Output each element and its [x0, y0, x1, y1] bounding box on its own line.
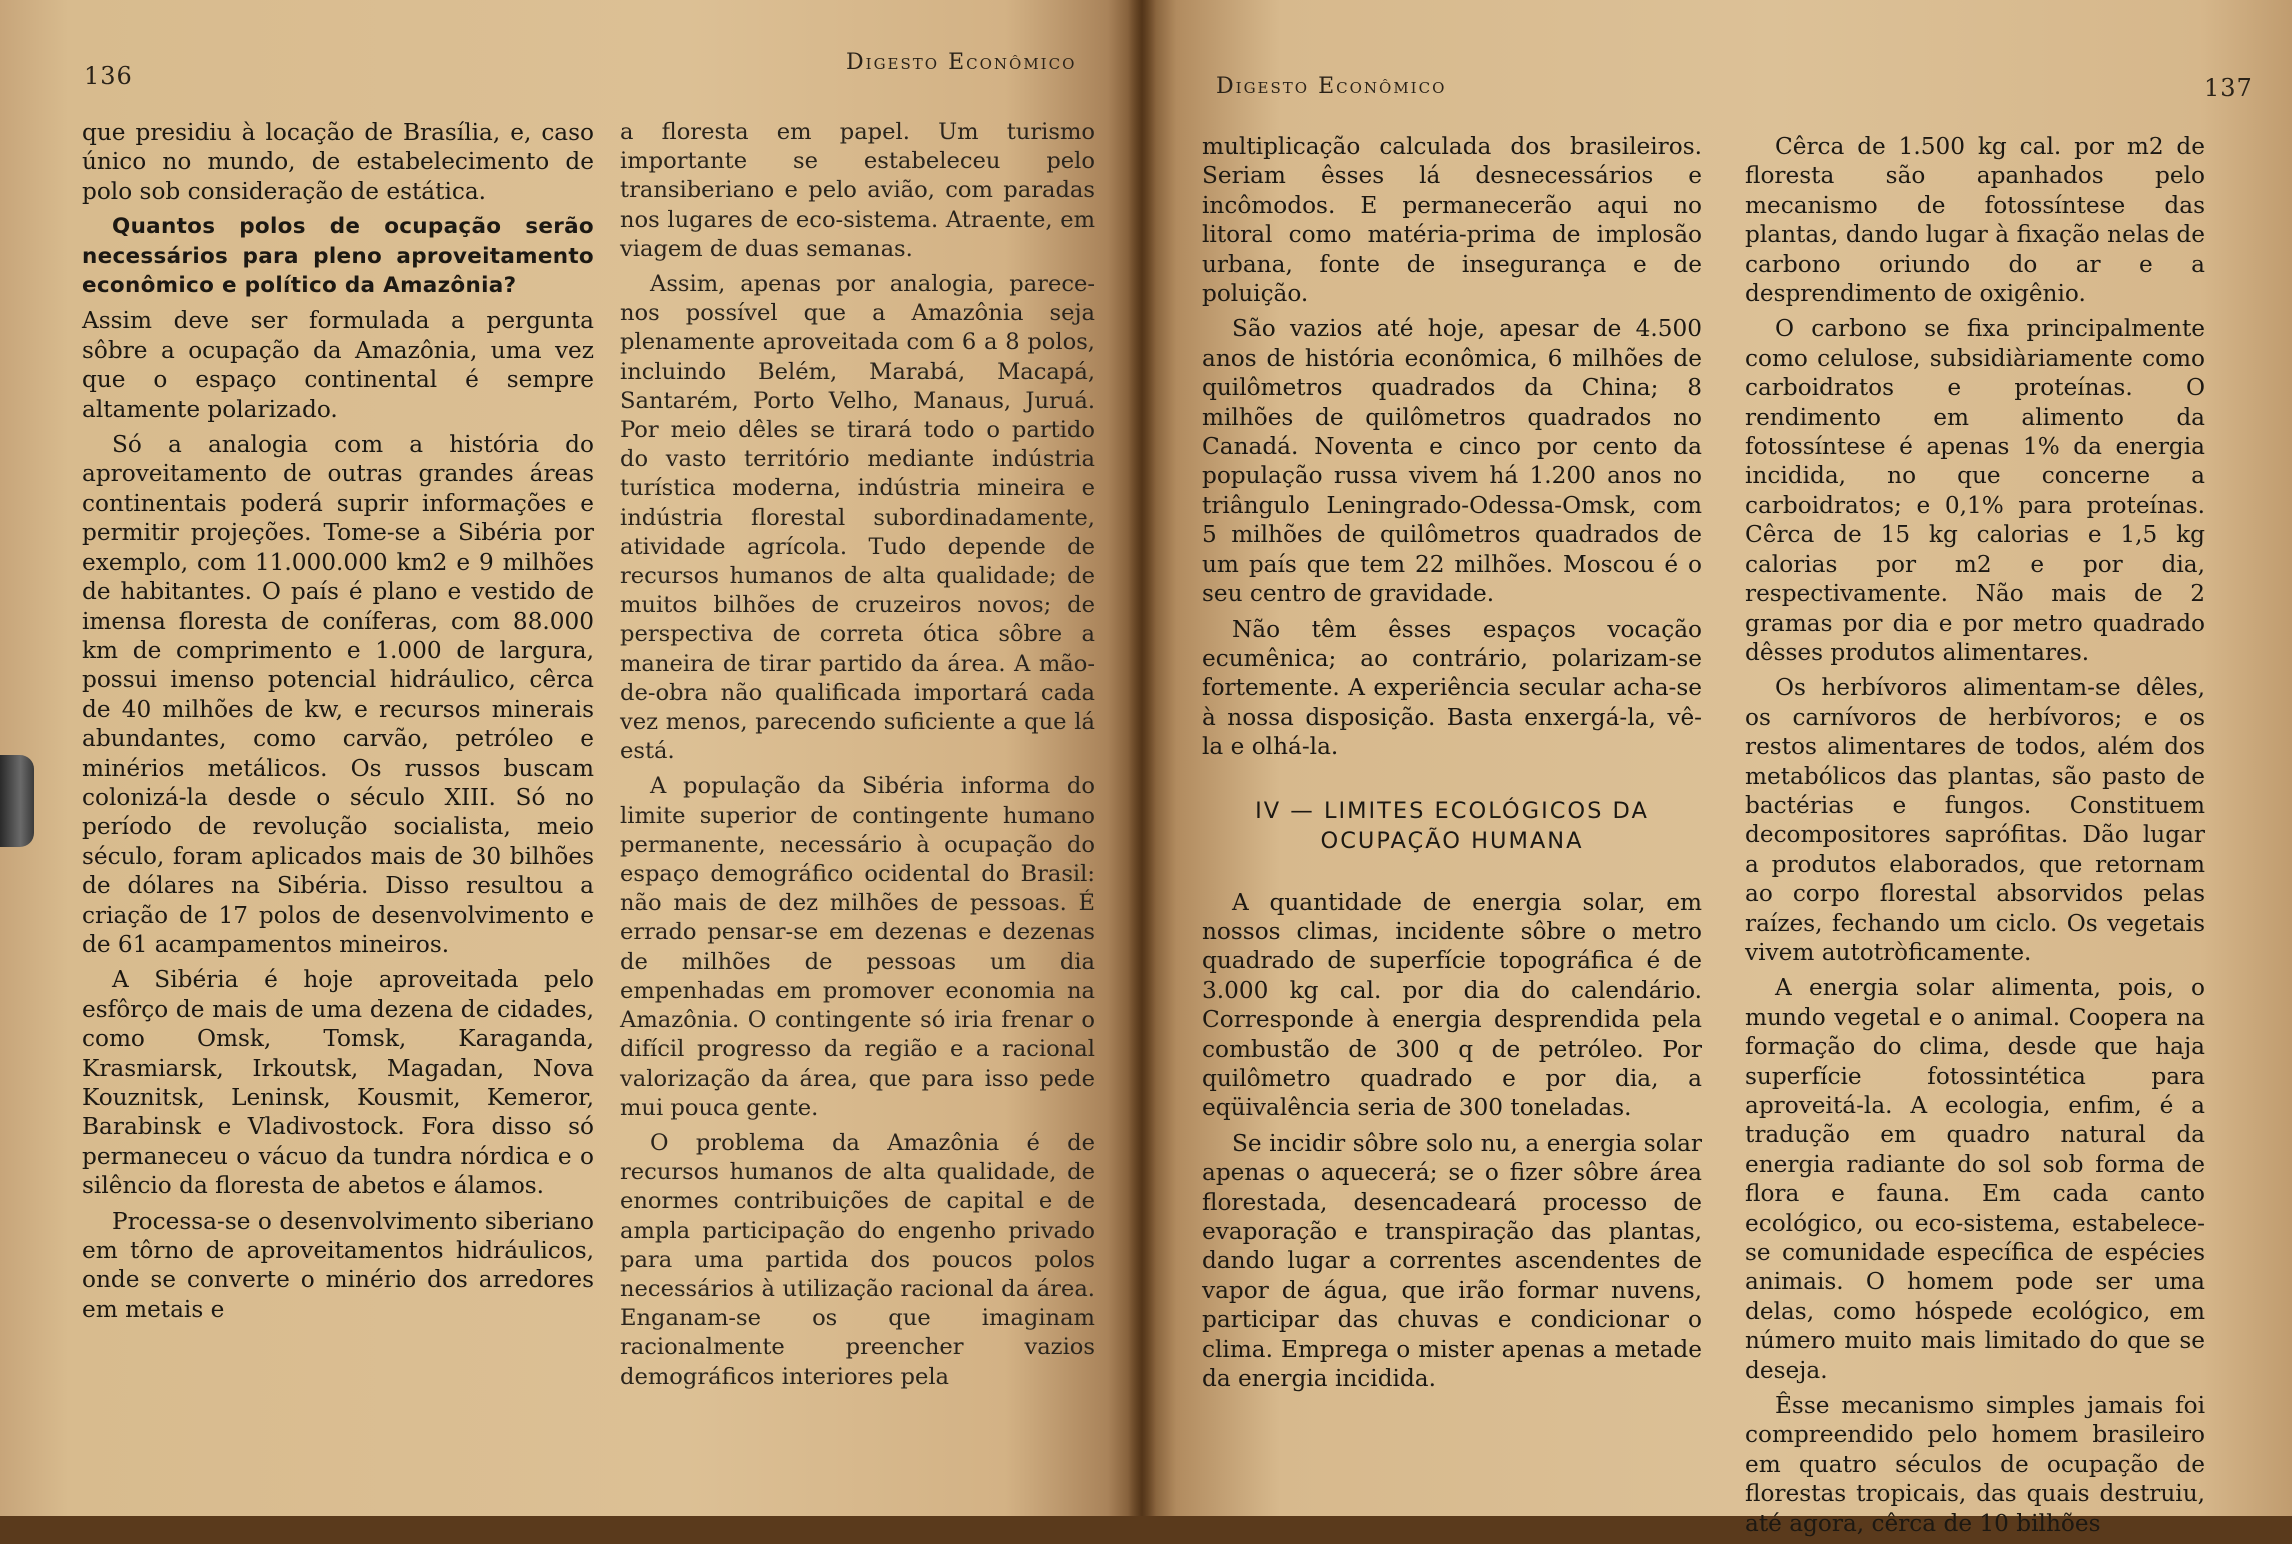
section-heading: IV — LIMITES ECOLÓGICOS DA OCUPAÇÃO HUMANA: [1255, 797, 1649, 854]
paragraph: Processa-se o desenvolvimento siberiano em tôrno de aproveitamentos hidráulicos, onde se converte o minério dos arredores em metais e: [82, 1207, 594, 1323]
paragraph: A quantidade de energia solar, em nossos climas, incidente sôbre o metro quadrado de superfície topográfica é de 3.000 kg cal. por dia do calendário. Corresponde à energia desprendida pela combustão de 300 q de petróleo. Por quilômetro quadrado e por dia, a eqüivalência seria de 300 toneladas.: [1202, 888, 1702, 1122]
paragraph: a floresta em papel. Um turismo importante se estabeleceu pelo transiberiano e pelo avião, com paradas nos lugares de eco-sistema. Atraente, em viagem de duas semanas.: [620, 119, 1095, 262]
book-gutter: [1128, 0, 1156, 1516]
paragraph: A energia solar alimenta, pois, o mundo vegetal e o animal. Coopera na formação do clima, desde que haja superfície fotossintética para aproveitá-la. A ecologia, enfim, é a tradução em quadro natural da energia radiante do sol sob forma de flora e fauna. Em cada canto ecológico, ou eco-sistema, estabelece-se comunidade específica de espécies animais. O homem pode ser uma delas, como hóspede ecológico, em número muito mais limitado do que se deseja.: [1745, 974, 2205, 1384]
paragraph: Se incidir sôbre solo nu, a energia solar apenas o aquecerá; se o fizer sôbre área florestada, desencadeará processo de evaporação e transpiração das plantas, dando lugar a correntes ascendentes de vapor de água, que irão formar nuvens, participar das chuvas e condicionar o clima. Emprega o mister apenas a metade da energia incidida.: [1202, 1129, 1702, 1393]
column-4: [1745, 132, 2205, 1544]
paragraph: Não têm êsses espaços vocação ecumênica; ao contrário, polarizam-se fortemente. A experiência secular acha-se à nossa disposição. Basta enxergá-la, vê-la e olhá-la.: [1202, 615, 1702, 761]
running-head-right: Digesto Econômico: [1216, 74, 1447, 99]
paragraph: A população da Sibéria informa do limite superior de contingente humano permanente, necessário à ocupação do espaço demográfico ocidental do Brasil: não mais de dez milhões de pessoas. É errado pensar-se em dezenas e dezenas de milhões de pessoas um dia empenhadas em promover economia na Amazônia. O contingente só iria frenar o difícil progresso da região e a racional valorização da área, que para isso pede mui pouca gente.: [620, 773, 1095, 1121]
paragraph: Quantos polos de ocupação serão necessários para pleno aproveitamento econômico e político da Amazônia?: [82, 214, 594, 299]
binder-clip: [0, 755, 34, 847]
paragraph: Os herbívoros alimentam-se dêles, os carnívoros de herbívoros; e os restos alimentares de todos, além dos metabólicos das plantas, são pasto de bactérias e fungos. Constituem decompositores saprófitas. Dão lugar a produtos elaborados, que retornam ao corpo florestal absorvidos pelas raízes, fechando um ciclo. Os vegetais vivem autotròficamente.: [1745, 674, 2205, 966]
paragraph: Assim deve ser formulada a pergunta sôbre a ocupação da Amazônia, uma vez que o espaço continental é sempre altamente polarizado.: [82, 307, 594, 423]
paragraph: O problema da Amazônia é de recursos humanos de alta qualidade, de enormes contribuições de capital e de ampla participação do engenho privado para uma partida dos poucos polos necessários à utilização racional da área. Enganam-se os que imaginam racionalmente preencher vazios demográficos interiores pela: [620, 1129, 1095, 1390]
column-3-upper: [1202, 132, 1702, 762]
paragraph: O carbono se fixa principalmente como celulose, subsidiàriamente como carboidratos e proteínas. O rendimento em alimento da fotossíntese é apenas 1% da energia incidida, no que concerne a carboidratos; e 0,1% para proteínas. Cêrca de 15 kg calorias e 1,5 kg calorias por m2 e por dia, respectivamente. Não mais de 2 gramas por dia e por metro quadrado dêsses produtos alimentares.: [1745, 315, 2205, 666]
running-head-left: Digesto Econômico: [846, 50, 1077, 75]
paragraph: Cêrca de 1.500 kg cal. por m2 de floresta são apanhados pelo mecanismo de fotossíntese das plantas, dando lugar à fixação nelas de carbono oriundo do ar e a desprendimento de oxigênio.: [1745, 133, 2205, 308]
paragraph: Assim, apenas por analogia, parece-nos possível que a Amazônia seja plenamente aproveitada com 6 a 8 polos, incluindo Belém, Marabá, Macapá, Santarém, Porto Velho, Manaus, Juruá. Por meio dêles se tirará todo o partido do vasto território mediante indústria turística moderna, indústria mineira e indústria florestal subordinadamente, atividade agrícola. Tudo depende de recursos humanos de alta qualidade; de muitos bilhões de cruzeiros novos; de perspectiva de correta ótica sôbre a maneira de tirar partido da área. A mão-de-obra não qualificada importará cada vez menos, parecendo suficiente a que lá está.: [620, 271, 1095, 765]
page-number-right: 137: [2204, 74, 2253, 102]
page-number-left: 136: [84, 62, 133, 90]
column-3-lower: [1202, 888, 1702, 1394]
paragraph: São vazios até hoje, apesar de 4.500 anos de história econômica, 6 milhões de quilômetros quadrados da China; 8 milhões de quilômetros quadrados no Canadá. Noventa e cinco por cento da população russa vivem há 1.200 anos no triângulo Leningrado-Odessa-Omsk, com 5 milhões de quilômetros quadrados de um país que tem 22 milhões. Moscou é o seu centro de gravidade.: [1202, 315, 1702, 608]
column-3: [1202, 132, 1702, 1399]
column-1: [82, 118, 594, 1330]
paragraph: Só a analogia com a história do aproveitamento de outras grandes áreas continentais poderá suprir informações e permitir projeções. Tome-se a Sibéria por exemplo, com 11.000.000 km2 e 9 milhões de habitantes. O país é plano e vestido de imensa floresta de coníferas, com 88.000 km de comprimento e 1.000 de largura, possui imenso potencial hidráulico, cêrca de 40 milhões de kw, e recursos minerais abundantes, como carvão, petróleo e minérios metálicos. Os russos buscam colonizá-la desde o século XIII. Só no período de revolução socialista, meio século, foram aplicados mais de 30 bilhões de dólares na Sibéria. Disso resultou a criação de 17 polos de desenvolvimento e de 61 acampamentos mineiros.: [82, 431, 594, 958]
left-page: [0, 0, 1142, 1516]
paragraph: multiplicação calculada dos brasileiros. Seriam êsses lá desnecessários e incômodos. E permanecerão aqui no litoral como matéria-prima de implosão urbana, fonte de insegurança e de poluição.: [1202, 133, 1702, 308]
paragraph: Êsse mecanismo simples jamais foi compreendido pelo homem brasileiro em quatro séculos de ocupação de florestas tropicais, das quais destruiu, até agora, cêrca de 10 bilhões: [1745, 1392, 2205, 1537]
paragraph: A Sibéria é hoje aproveitada pelo esfôrço de mais de uma dezena de cidades, como Omsk, Tomsk, Karaganda, Krasmiarsk, Irkoutsk, Magadan, Nova Kouznitsk, Leninsk, Kousmit, Kemeror, Barabinsk e Vladivostock. Fora disso só permaneceu o vácuo da tundra nórdica e o silêncio da floresta de abetos e álamos.: [82, 966, 594, 1200]
paragraph: que presidiu à locação de Brasília, e, caso único no mundo, de estabelecimento de polo sob consideração de estática.: [82, 119, 594, 205]
column-2: [620, 118, 1095, 1398]
